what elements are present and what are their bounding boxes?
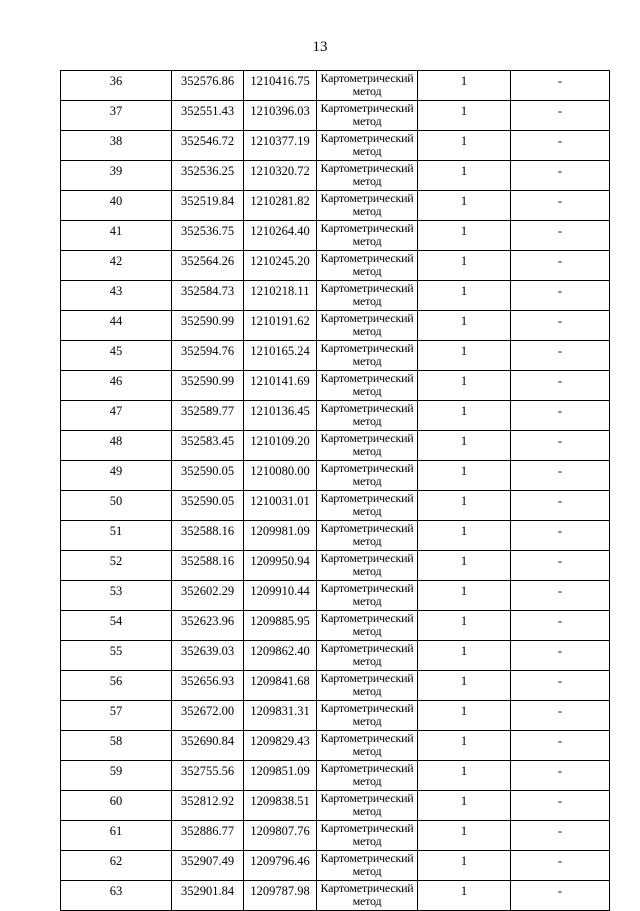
table-row (61, 131, 610, 161)
description-cell: - (511, 881, 610, 911)
x-coordinate-cell: 352623.96 (172, 611, 244, 641)
x-coordinate-cell: 352602.29 (172, 581, 244, 611)
y-coordinate-cell: 1210245.20 (244, 251, 317, 281)
description-cell: - (511, 161, 610, 191)
y-coordinate-cell: 1209831.31 (244, 701, 317, 731)
x-coordinate-cell: 352546.72 (172, 131, 244, 161)
description-cell: - (511, 71, 610, 101)
accuracy-cell: 1 (418, 701, 511, 731)
description-cell: - (511, 731, 610, 761)
table-row (61, 671, 610, 701)
x-coordinate-cell: 352584.73 (172, 281, 244, 311)
method-cell (317, 521, 418, 551)
x-coordinate-cell: 352656.93 (172, 671, 244, 701)
table-row (61, 251, 610, 281)
method-cell (317, 761, 418, 791)
description-cell: - (511, 191, 610, 221)
method-text: Картометрический метод (320, 222, 414, 248)
accuracy-cell: 1 (418, 791, 511, 821)
method-text: Картометрический метод (320, 852, 414, 878)
point-number-cell: 47 (61, 401, 172, 431)
point-number-cell: 56 (61, 671, 172, 701)
table-row (61, 791, 610, 821)
description-cell: - (511, 851, 610, 881)
x-coordinate-cell: 352901.84 (172, 881, 244, 911)
table-row (61, 101, 610, 131)
x-coordinate-cell: 352690.84 (172, 731, 244, 761)
point-number-cell: 48 (61, 431, 172, 461)
accuracy-cell: 1 (418, 671, 511, 701)
method-text: Картометрический метод (320, 672, 414, 698)
point-number-cell: 42 (61, 251, 172, 281)
method-cell (317, 221, 418, 251)
description-cell: - (511, 101, 610, 131)
y-coordinate-cell: 1210165.24 (244, 341, 317, 371)
accuracy-cell: 1 (418, 71, 511, 101)
accuracy-cell: 1 (418, 101, 511, 131)
method-text: Картометрический метод (320, 642, 414, 668)
y-coordinate-cell: 1209851.09 (244, 761, 317, 791)
method-cell (317, 821, 418, 851)
table-row (61, 521, 610, 551)
description-cell: - (511, 251, 610, 281)
accuracy-cell: 1 (418, 431, 511, 461)
description-cell: - (511, 461, 610, 491)
point-number-cell: 60 (61, 791, 172, 821)
method-text: Картометрический метод (320, 342, 414, 368)
description-cell: - (511, 311, 610, 341)
coordinates-table-body (61, 71, 610, 911)
method-text: Картометрический метод (320, 582, 414, 608)
accuracy-cell: 1 (418, 401, 511, 431)
y-coordinate-cell: 1209841.68 (244, 671, 317, 701)
accuracy-cell: 1 (418, 581, 511, 611)
table-row (61, 881, 610, 911)
accuracy-cell: 1 (418, 491, 511, 521)
method-text: Картометрический метод (320, 792, 414, 818)
accuracy-cell: 1 (418, 341, 511, 371)
table-row (61, 431, 610, 461)
method-cell (317, 131, 418, 161)
x-coordinate-cell: 352907.49 (172, 851, 244, 881)
y-coordinate-cell: 1210396.03 (244, 101, 317, 131)
method-text: Картометрический метод (320, 522, 414, 548)
x-coordinate-cell: 352672.00 (172, 701, 244, 731)
table-row (61, 401, 610, 431)
x-coordinate-cell: 352576.86 (172, 71, 244, 101)
method-text: Картометрический метод (320, 312, 414, 338)
table-row (61, 731, 610, 761)
method-text: Картометрический метод (320, 132, 414, 158)
point-number-cell: 40 (61, 191, 172, 221)
point-number-cell: 54 (61, 611, 172, 641)
x-coordinate-cell: 352588.16 (172, 521, 244, 551)
method-cell (317, 551, 418, 581)
method-cell (317, 191, 418, 221)
table-row (61, 191, 610, 221)
method-cell (317, 161, 418, 191)
method-cell (317, 251, 418, 281)
method-cell (317, 611, 418, 641)
method-cell (317, 671, 418, 701)
method-cell (317, 461, 418, 491)
method-cell (317, 371, 418, 401)
method-text: Картометрический метод (320, 492, 414, 518)
table-row (61, 221, 610, 251)
x-coordinate-cell: 352590.99 (172, 311, 244, 341)
method-text: Картометрический метод (320, 372, 414, 398)
y-coordinate-cell: 1210377.19 (244, 131, 317, 161)
method-text: Картометрический метод (320, 402, 414, 428)
point-number-cell: 46 (61, 371, 172, 401)
accuracy-cell: 1 (418, 851, 511, 881)
table-row (61, 311, 610, 341)
method-cell (317, 71, 418, 101)
x-coordinate-cell: 352594.76 (172, 341, 244, 371)
accuracy-cell: 1 (418, 221, 511, 251)
table-row (61, 581, 610, 611)
point-number-cell: 43 (61, 281, 172, 311)
x-coordinate-cell: 352590.05 (172, 491, 244, 521)
x-coordinate-cell: 352589.77 (172, 401, 244, 431)
table-row (61, 851, 610, 881)
accuracy-cell: 1 (418, 761, 511, 791)
y-coordinate-cell: 1209885.95 (244, 611, 317, 641)
y-coordinate-cell: 1210136.45 (244, 401, 317, 431)
method-cell (317, 431, 418, 461)
point-number-cell: 50 (61, 491, 172, 521)
description-cell: - (511, 671, 610, 701)
method-cell (317, 881, 418, 911)
description-cell: - (511, 761, 610, 791)
x-coordinate-cell: 352564.26 (172, 251, 244, 281)
table-row (61, 281, 610, 311)
x-coordinate-cell: 352551.43 (172, 101, 244, 131)
point-number-cell: 41 (61, 221, 172, 251)
description-cell: - (511, 431, 610, 461)
method-text: Картометрический метод (320, 72, 414, 98)
point-number-cell: 37 (61, 101, 172, 131)
table-row (61, 701, 610, 731)
description-cell: - (511, 551, 610, 581)
point-number-cell: 57 (61, 701, 172, 731)
y-coordinate-cell: 1210264.40 (244, 221, 317, 251)
x-coordinate-cell: 352519.84 (172, 191, 244, 221)
x-coordinate-cell: 352536.75 (172, 221, 244, 251)
table-row (61, 341, 610, 371)
accuracy-cell: 1 (418, 641, 511, 671)
y-coordinate-cell: 1210031.01 (244, 491, 317, 521)
y-coordinate-cell: 1210416.75 (244, 71, 317, 101)
point-number-cell: 38 (61, 131, 172, 161)
method-text: Картометрический метод (320, 552, 414, 578)
point-number-cell: 51 (61, 521, 172, 551)
method-cell (317, 401, 418, 431)
point-number-cell: 59 (61, 761, 172, 791)
method-text: Картометрический метод (320, 102, 414, 128)
y-coordinate-cell: 1209862.40 (244, 641, 317, 671)
point-number-cell: 44 (61, 311, 172, 341)
accuracy-cell: 1 (418, 281, 511, 311)
method-cell (317, 341, 418, 371)
description-cell: - (511, 341, 610, 371)
method-cell (317, 101, 418, 131)
x-coordinate-cell: 352886.77 (172, 821, 244, 851)
table-row (61, 461, 610, 491)
point-number-cell: 62 (61, 851, 172, 881)
accuracy-cell: 1 (418, 131, 511, 161)
point-number-cell: 49 (61, 461, 172, 491)
point-number-cell: 58 (61, 731, 172, 761)
x-coordinate-cell: 352588.16 (172, 551, 244, 581)
y-coordinate-cell: 1209829.43 (244, 731, 317, 761)
description-cell: - (511, 281, 610, 311)
y-coordinate-cell: 1209950.94 (244, 551, 317, 581)
point-number-cell: 55 (61, 641, 172, 671)
y-coordinate-cell: 1210320.72 (244, 161, 317, 191)
y-coordinate-cell: 1210141.69 (244, 371, 317, 401)
accuracy-cell: 1 (418, 371, 511, 401)
y-coordinate-cell: 1209807.76 (244, 821, 317, 851)
description-cell: - (511, 791, 610, 821)
accuracy-cell: 1 (418, 521, 511, 551)
accuracy-cell: 1 (418, 611, 511, 641)
table-row (61, 821, 610, 851)
y-coordinate-cell: 1210191.62 (244, 311, 317, 341)
method-cell (317, 731, 418, 761)
x-coordinate-cell: 352590.05 (172, 461, 244, 491)
method-text: Картометрический метод (320, 162, 414, 188)
y-coordinate-cell: 1209910.44 (244, 581, 317, 611)
point-number-cell: 63 (61, 881, 172, 911)
point-number-cell: 45 (61, 341, 172, 371)
method-text: Картометрический метод (320, 192, 414, 218)
accuracy-cell: 1 (418, 461, 511, 491)
point-number-cell: 39 (61, 161, 172, 191)
accuracy-cell: 1 (418, 251, 511, 281)
method-text: Картометрический метод (320, 732, 414, 758)
method-text: Картометрический метод (320, 282, 414, 308)
table-row (61, 611, 610, 641)
accuracy-cell: 1 (418, 881, 511, 911)
description-cell: - (511, 221, 610, 251)
method-text: Картометрический метод (320, 432, 414, 458)
x-coordinate-cell: 352590.99 (172, 371, 244, 401)
coordinates-table (60, 70, 610, 911)
description-cell: - (511, 701, 610, 731)
method-cell (317, 851, 418, 881)
x-coordinate-cell: 352639.03 (172, 641, 244, 671)
method-cell (317, 581, 418, 611)
table-row (61, 491, 610, 521)
description-cell: - (511, 581, 610, 611)
point-number-cell: 53 (61, 581, 172, 611)
y-coordinate-cell: 1210109.20 (244, 431, 317, 461)
y-coordinate-cell: 1209981.09 (244, 521, 317, 551)
method-text: Картометрический метод (320, 612, 414, 638)
table-row (61, 641, 610, 671)
method-cell (317, 281, 418, 311)
table-row (61, 761, 610, 791)
description-cell: - (511, 131, 610, 161)
y-coordinate-cell: 1210218.11 (244, 281, 317, 311)
point-number-cell: 36 (61, 71, 172, 101)
method-cell (317, 641, 418, 671)
accuracy-cell: 1 (418, 551, 511, 581)
table-row (61, 551, 610, 581)
method-cell (317, 491, 418, 521)
x-coordinate-cell: 352583.45 (172, 431, 244, 461)
table-row (61, 71, 610, 101)
accuracy-cell: 1 (418, 161, 511, 191)
method-cell (317, 701, 418, 731)
description-cell: - (511, 371, 610, 401)
table-row (61, 371, 610, 401)
point-number-cell: 52 (61, 551, 172, 581)
description-cell: - (511, 821, 610, 851)
x-coordinate-cell: 352755.56 (172, 761, 244, 791)
y-coordinate-cell: 1209838.51 (244, 791, 317, 821)
y-coordinate-cell: 1209796.46 (244, 851, 317, 881)
method-text: Картометрический метод (320, 462, 414, 488)
method-cell (317, 311, 418, 341)
description-cell: - (511, 401, 610, 431)
method-text: Картометрический метод (320, 822, 414, 848)
description-cell: - (511, 641, 610, 671)
accuracy-cell: 1 (418, 731, 511, 761)
y-coordinate-cell: 1210080.00 (244, 461, 317, 491)
description-cell: - (511, 611, 610, 641)
point-number-cell: 61 (61, 821, 172, 851)
description-cell: - (511, 491, 610, 521)
y-coordinate-cell: 1209787.98 (244, 881, 317, 911)
x-coordinate-cell: 352812.92 (172, 791, 244, 821)
method-cell (317, 791, 418, 821)
method-text: Картометрический метод (320, 762, 414, 788)
page-number: 13 (312, 39, 328, 55)
method-text: Картометрический метод (320, 252, 414, 278)
method-text: Картометрический метод (320, 702, 414, 728)
method-text: Картометрический метод (320, 882, 414, 908)
x-coordinate-cell: 352536.25 (172, 161, 244, 191)
accuracy-cell: 1 (418, 311, 511, 341)
description-cell: - (511, 521, 610, 551)
accuracy-cell: 1 (418, 821, 511, 851)
table-row (61, 161, 610, 191)
y-coordinate-cell: 1210281.82 (244, 191, 317, 221)
accuracy-cell: 1 (418, 191, 511, 221)
